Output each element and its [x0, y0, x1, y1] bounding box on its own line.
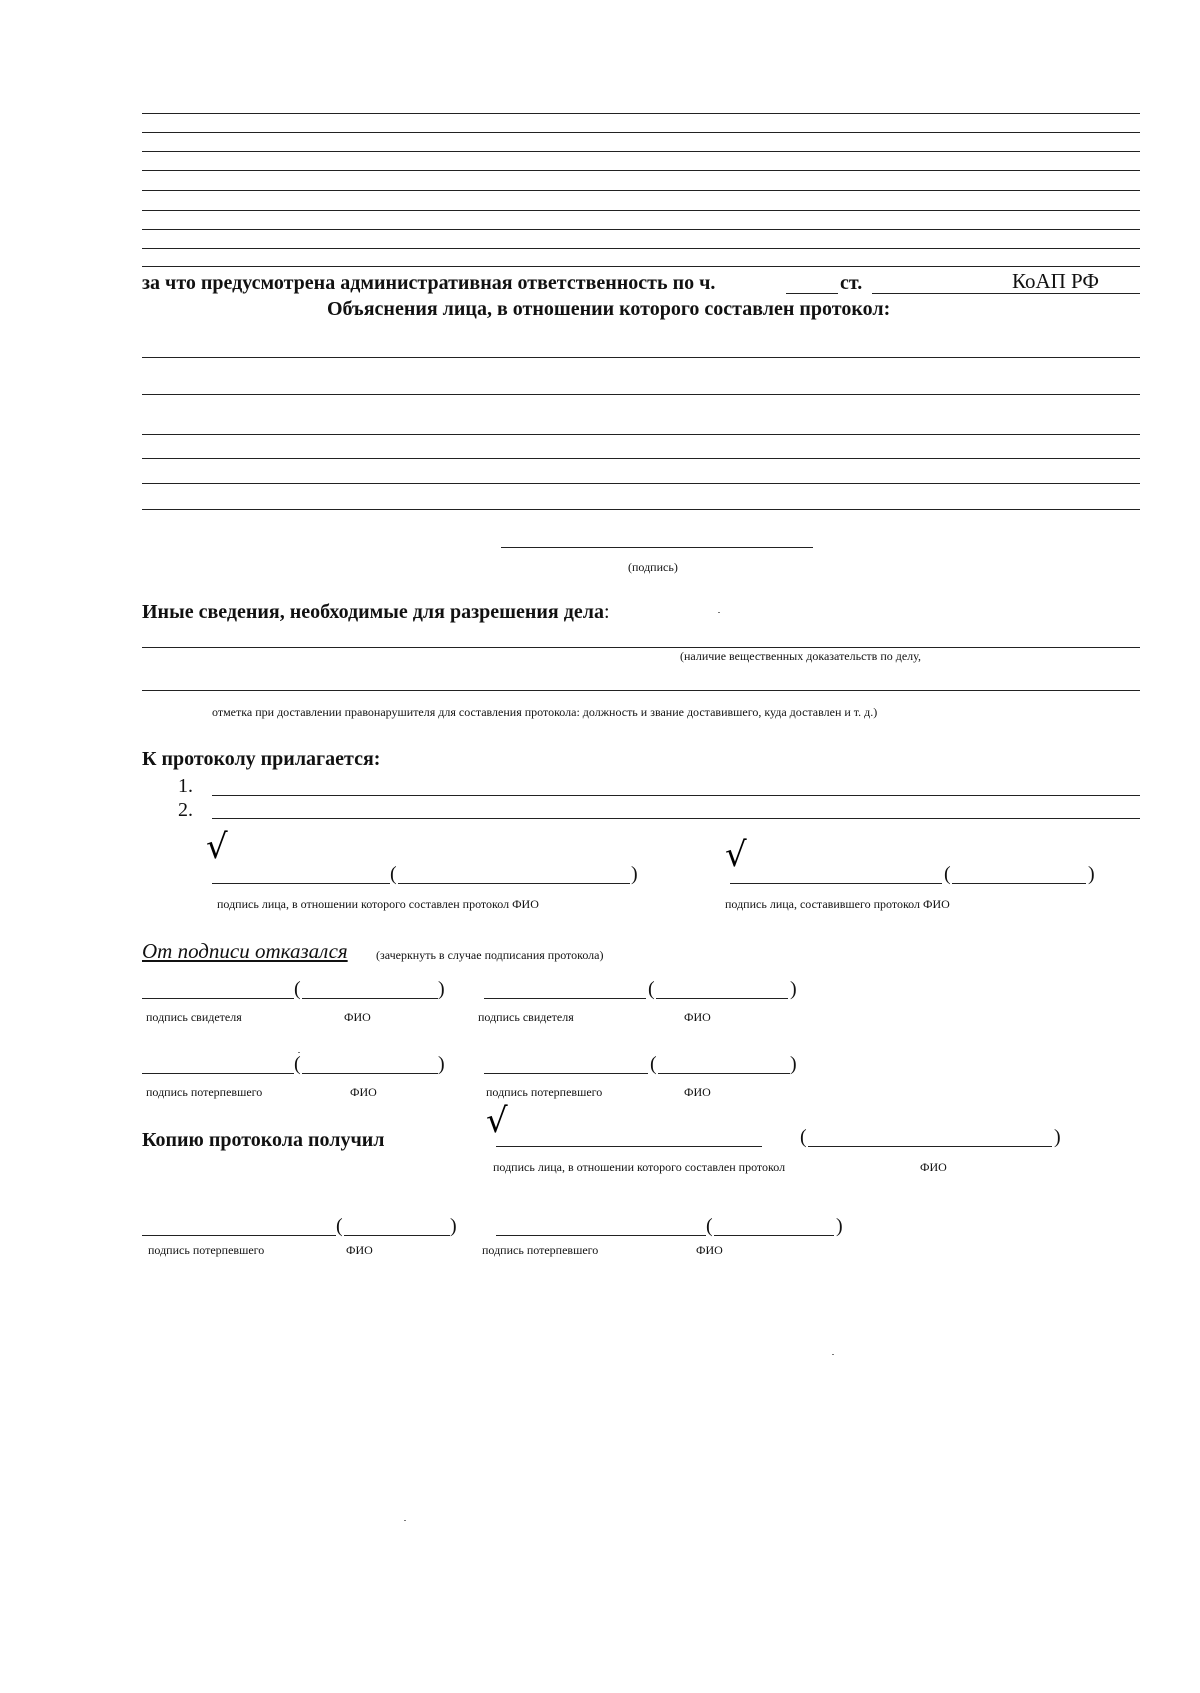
victim-name-line[interactable] [658, 1073, 790, 1074]
officer-signature-line[interactable] [730, 883, 942, 884]
victim-signature-caption: подпись потерпевшего [148, 1243, 265, 1257]
victim-fio-caption: ФИО [346, 1243, 373, 1257]
fill-line[interactable] [142, 170, 1140, 171]
attachment-item-line[interactable] [212, 818, 1140, 819]
explanations-signature-caption: (подпись) [628, 560, 678, 574]
copy-signature-line[interactable] [496, 1146, 762, 1147]
fill-line[interactable] [142, 229, 1140, 230]
fill-line[interactable] [142, 434, 1140, 435]
close-paren: ) [1054, 1126, 1061, 1148]
officer-name-line[interactable] [952, 883, 1086, 884]
open-paren: ( [944, 863, 951, 885]
witness-signature-caption: подпись свидетеля [146, 1010, 242, 1024]
victim-signature-line[interactable] [484, 1073, 648, 1074]
attachment-item-number: 1. [178, 775, 193, 797]
victim-name-line[interactable] [714, 1235, 834, 1236]
refusal-label: От подписи отказался [142, 939, 348, 963]
attachment-item-line[interactable] [212, 795, 1140, 796]
fill-line[interactable] [142, 394, 1140, 395]
fill-line[interactable] [142, 483, 1140, 484]
copy-name-line[interactable] [808, 1146, 1052, 1147]
other-info-line-1[interactable] [142, 647, 1140, 648]
open-paren: ( [390, 863, 397, 885]
victim-signature-line[interactable] [496, 1235, 706, 1236]
open-paren: ( [706, 1215, 713, 1237]
victim-signature-caption: подпись потерпевшего [482, 1243, 599, 1257]
victim-signature-caption: подпись потерпевшего [146, 1085, 263, 1099]
fill-line[interactable] [142, 190, 1140, 191]
victim-fio-caption: ФИО [684, 1085, 711, 1099]
witness-name-line[interactable] [656, 998, 788, 999]
scan-speck [718, 612, 720, 613]
witness-signature-caption: подпись свидетеля [478, 1010, 574, 1024]
witness-fio-caption: ФИО [684, 1010, 711, 1024]
scan-speck [404, 1520, 406, 1521]
check-mark-icon: √ [206, 827, 228, 867]
close-paren: ) [631, 863, 638, 885]
open-paren: ( [648, 978, 655, 1000]
officer-signature-caption: подпись лица, составившего протокол ФИО [725, 897, 950, 911]
fill-line[interactable] [142, 509, 1140, 510]
responsibility-text: за что предусмотрена административная ответственность по ч. [142, 272, 716, 294]
open-paren: ( [294, 1053, 301, 1075]
close-paren: ) [438, 978, 445, 1000]
fill-line[interactable] [142, 151, 1140, 152]
victim-signature-line[interactable] [142, 1073, 294, 1074]
attachment-item-number: 2. [178, 799, 193, 821]
open-paren: ( [650, 1053, 657, 1075]
witness-signature-line[interactable] [142, 998, 294, 999]
victim-signature-caption: подпись потерпевшего [486, 1085, 603, 1099]
explanations-title: Объяснения лица, в отношении которого составлен протокол: [327, 298, 891, 320]
koap-code-label: КоАП РФ [1012, 269, 1099, 293]
other-info-title: Иные сведения, необходимые для разрешения дела [142, 601, 604, 623]
fill-line[interactable] [142, 458, 1140, 459]
other-info-line-2[interactable] [142, 690, 1140, 691]
refusal-note: (зачеркнуть в случае подписания протокола) [376, 948, 604, 962]
article-number-field[interactable] [872, 293, 1140, 294]
close-paren: ) [790, 1053, 797, 1075]
open-paren: ( [294, 978, 301, 1000]
offender-signature-caption: подпись лица, в отношении которого составлен протокол ФИО [217, 897, 539, 911]
witness-name-line[interactable] [302, 998, 438, 999]
fill-line[interactable] [142, 113, 1140, 114]
close-paren: ) [1088, 863, 1095, 885]
victim-name-line[interactable] [344, 1235, 450, 1236]
close-paren: ) [438, 1053, 445, 1075]
offender-name-line[interactable] [398, 883, 630, 884]
check-mark-icon: √ [725, 835, 747, 875]
fill-line[interactable] [142, 266, 1140, 267]
responsibility-line [142, 271, 715, 295]
victim-fio-caption: ФИО [350, 1085, 377, 1099]
other-info-title-wrap [142, 600, 610, 624]
copy-signature-caption: подпись лица, в отношении которого составлен протокол [493, 1160, 786, 1174]
witness-fio-caption: ФИО [344, 1010, 371, 1024]
victim-fio-caption: ФИО [696, 1243, 723, 1257]
close-paren: ) [450, 1215, 457, 1237]
open-paren: ( [336, 1215, 343, 1237]
close-paren: ) [836, 1215, 843, 1237]
other-info-hint-2: отметка при доставлении правонарушителя для составления протокола: должность и звание доставившего, куда доставлен и т. д.) [212, 705, 878, 719]
fill-line[interactable] [142, 210, 1140, 211]
other-info-colon: : [603, 601, 610, 623]
other-info-hint-1: (наличие вещественных доказательств по делу, [680, 649, 921, 663]
fill-line[interactable] [142, 132, 1140, 133]
offender-signature-line[interactable] [212, 883, 390, 884]
copy-fio-caption: ФИО [920, 1160, 947, 1174]
victim-signature-line[interactable] [142, 1235, 336, 1236]
article-label: ст. [840, 272, 863, 294]
copy-title: Копию протокола получил [142, 1129, 385, 1151]
witness-signature-line[interactable] [484, 998, 646, 999]
explanations-signature-line[interactable] [501, 547, 813, 548]
fill-line[interactable] [142, 248, 1140, 249]
fill-line[interactable] [142, 357, 1140, 358]
check-mark-icon: √ [486, 1101, 508, 1141]
victim-name-line[interactable] [302, 1073, 438, 1074]
scan-speck [832, 1354, 834, 1355]
part-number-field[interactable] [786, 293, 838, 294]
open-paren: ( [800, 1126, 807, 1148]
attachments-title: К протоколу прилагается: [142, 748, 381, 770]
close-paren: ) [790, 978, 797, 1000]
